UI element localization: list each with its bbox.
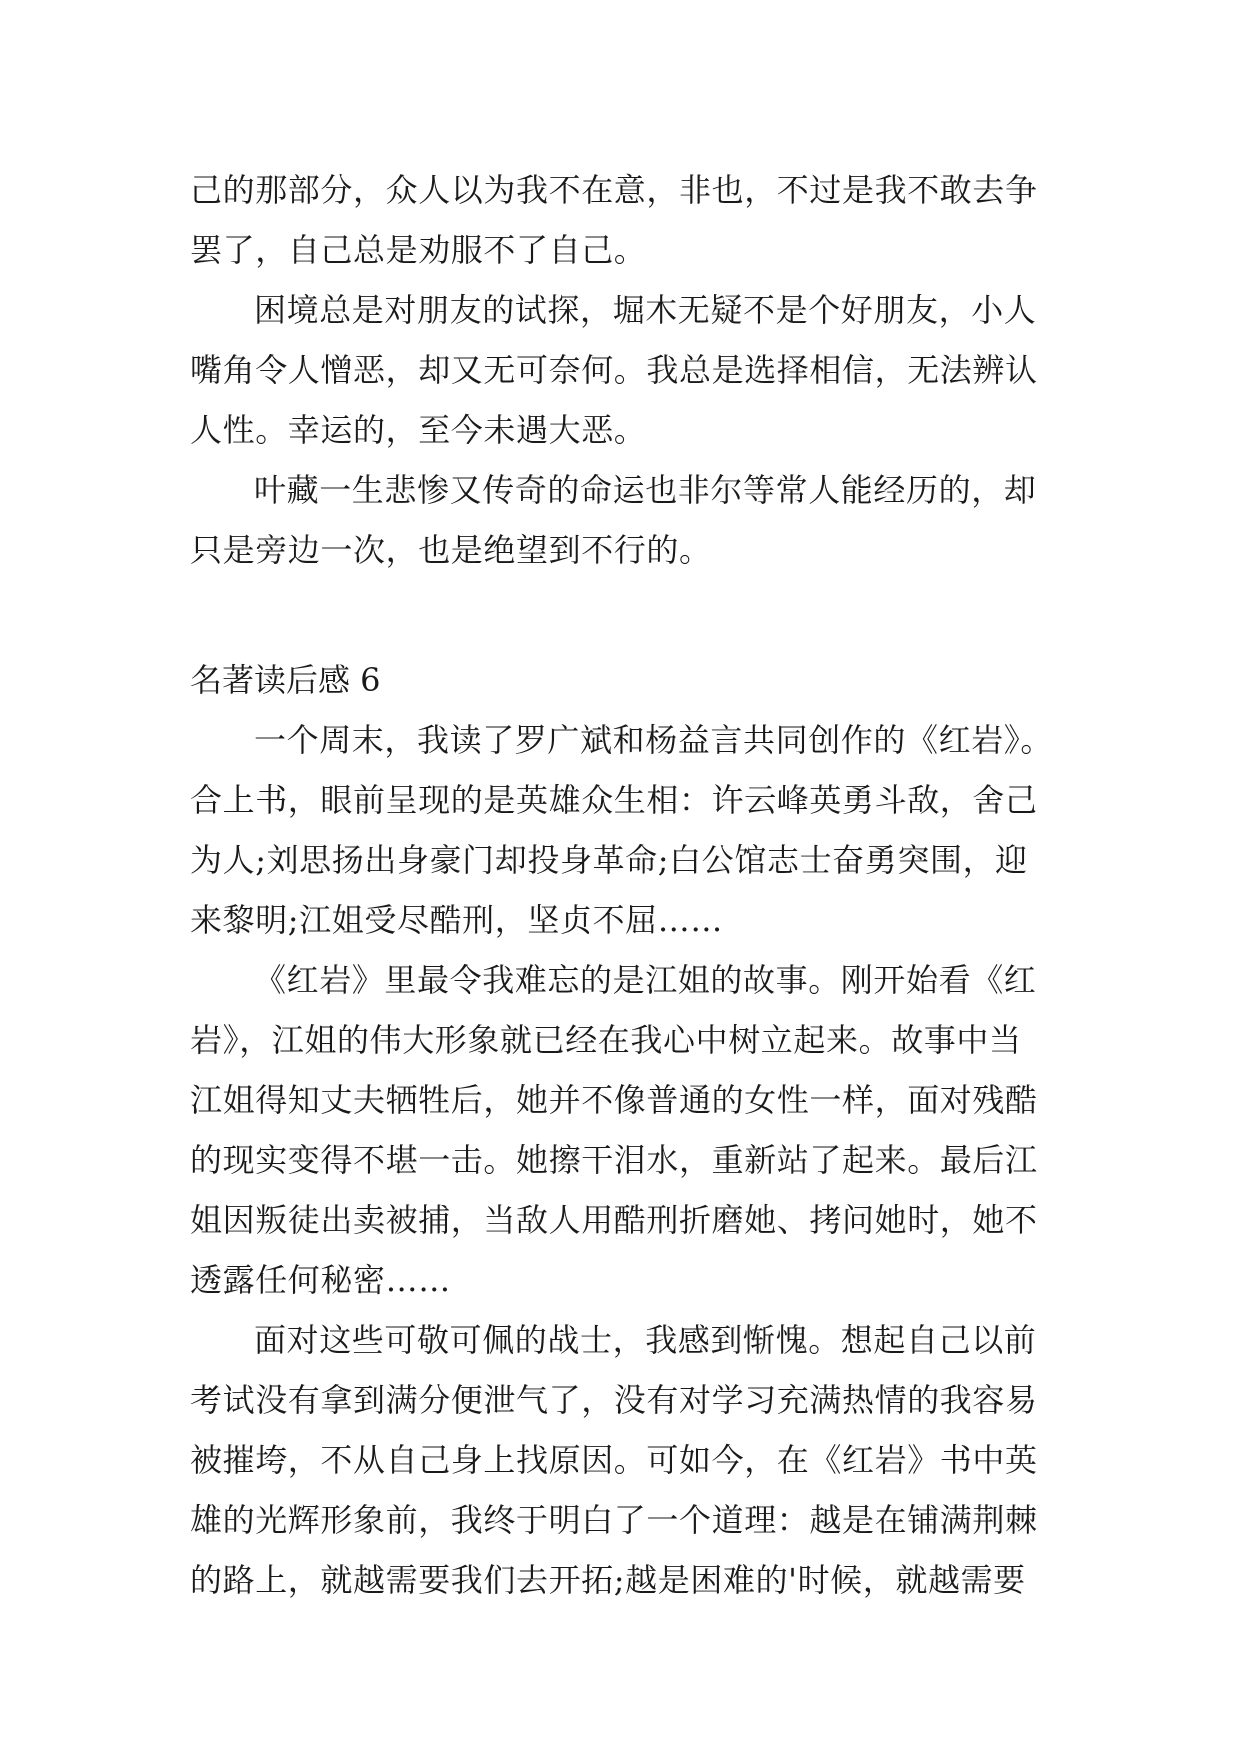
text-line: 为人;刘思扬出身豪门却投身革命;白公馆志士奋勇突围，迎 [190, 841, 1028, 879]
text-line: 只是旁边一次，也是绝望到不行的。 [190, 531, 712, 569]
paragraph-weekend [190, 710, 1070, 950]
text-line: 人性。幸运的，至今未遇大恶。 [190, 411, 647, 449]
paragraph-jiangjie [190, 950, 1070, 1310]
text-line: 一个周末，我读了罗广斌和杨益言共同创作的《红岩》。 [254, 721, 1054, 759]
text-line: 《红岩》里最令我难忘的是江姐的故事。刚开始看《红 [254, 961, 1037, 999]
section-heading: 名著读后感 6 [190, 661, 381, 699]
paragraph-friendship [190, 280, 1070, 460]
text-line: 己的那部分，众人以为我不在意，非也，不过是我不敢去争 [190, 171, 1038, 209]
text-line: 叶藏一生悲惨又传奇的命运也非尔等常人能经历的，却 [254, 471, 1037, 509]
text-line: 合上书，眼前呈现的是英雄众生相：许云峰英勇斗敌，舍己 [190, 781, 1038, 819]
text-line: 的现实变得不堪一击。她擦干泪水，重新站了起来。最后江 [190, 1141, 1038, 1179]
text-line: 岩》，江姐的伟大形象就已经在我心中树立起来。故事中当 [190, 1021, 1022, 1059]
paragraph-reflection [190, 1310, 1070, 1610]
text-line: 考试没有拿到满分便泄气了，没有对学习充满热情的我容易 [190, 1381, 1038, 1419]
text-line: 被摧垮，不从自己身上找原因。可如今，在《红岩》书中英 [190, 1441, 1038, 1479]
document-body [190, 160, 1070, 1610]
text-line: 透露任何秘密…… [190, 1261, 451, 1299]
text-line: 姐因叛徒出卖被捕，当敌人用酷刑折磨她、拷问她时，她不 [190, 1201, 1038, 1239]
paragraph-yezang [190, 460, 1070, 580]
text-line: 雄的光辉形象前，我终于明白了一个道理：越是在铺满荆棘 [190, 1501, 1038, 1539]
text-line: 罢了，自己总是劝服不了自己。 [190, 231, 647, 269]
text-line: 来黎明;江姐受尽酷刑，坚贞不屈…… [190, 901, 723, 939]
text-line: 面对这些可敬可佩的战士，我感到惭愧。想起自己以前 [254, 1321, 1037, 1359]
section-gap [190, 580, 1070, 650]
text-line: 困境总是对朋友的试探，堀木无疑不是个好朋友，小人 [254, 291, 1037, 329]
text-line: 嘴角令人憎恶，却又无可奈何。我总是选择相信，无法辨认 [190, 351, 1038, 389]
paragraph-continuation [190, 160, 1070, 280]
text-line: 江姐得知丈夫牺牲后，她并不像普通的女性一样，面对残酷 [190, 1081, 1038, 1119]
text-line: 的路上，就越需要我们去开拓;越是困难的'时候，就越需要 [190, 1561, 1026, 1599]
